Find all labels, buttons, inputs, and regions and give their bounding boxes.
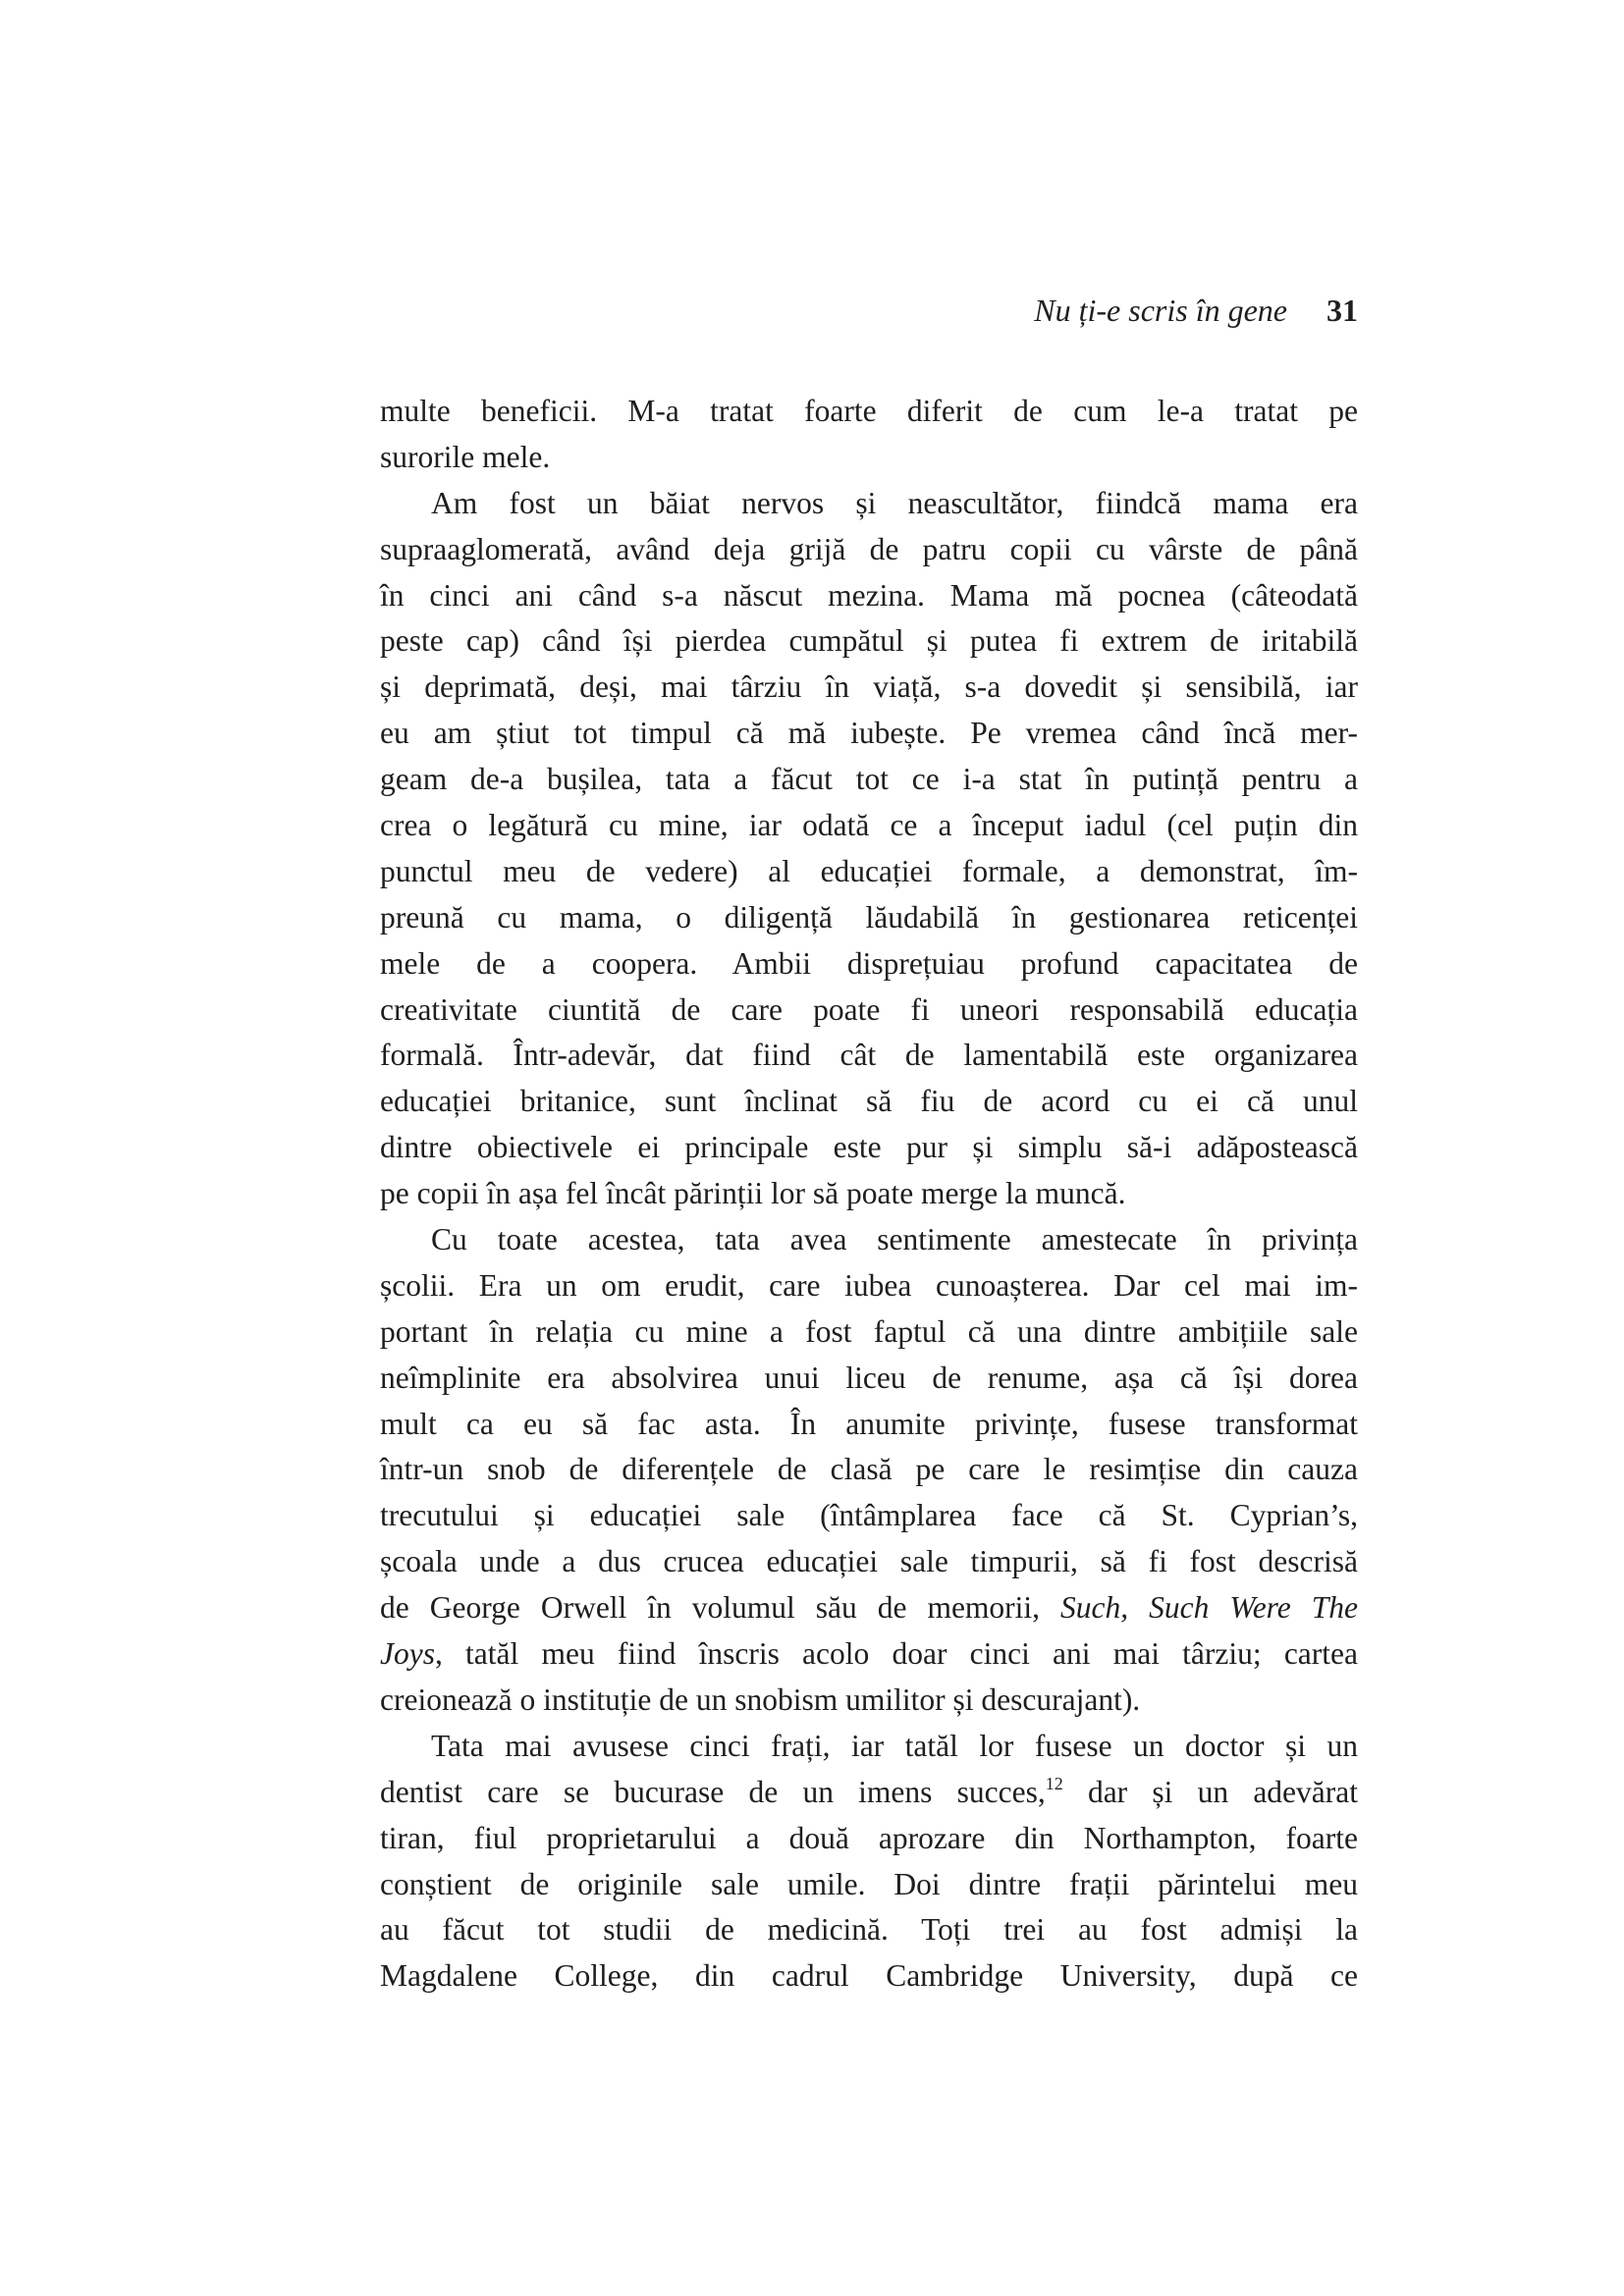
text-span: conștient de originile sale umile. Doi dintre frații părintelui meu (380, 1866, 1358, 1901)
book-title: Such, Such Were The (1060, 1590, 1358, 1626)
text-line (380, 573, 1358, 619)
text-line (380, 1862, 1358, 1908)
text-line (380, 1724, 1358, 1770)
text-span: au făcut tot studii de medicină. Toți trei au fost admiși la (380, 1912, 1358, 1948)
page-number: 31 (1326, 293, 1358, 328)
text-line (380, 1033, 1358, 1079)
text-span: tiran, fiul proprietarului a două aprozare din Northampton, foarte (380, 1820, 1358, 1855)
text-line (380, 618, 1358, 665)
text-span: Am fost un băiat nervos și neascultător, fiindcă mama era (431, 485, 1358, 520)
text-span: școala unde a dus crucea educației sale timpurii, să fi fost descrisă (380, 1544, 1358, 1579)
running-title: Nu ți-e scris în gene (1034, 293, 1287, 328)
text-line (380, 1678, 1358, 1724)
text-span: dintre obiectivele ei principale este pur și simplu să-i adăpostească (380, 1130, 1358, 1165)
text-line (380, 1079, 1358, 1125)
text-span: și deprimată, deși, mai târziu în viață, s-a dovedit și sensibilă, iar (380, 669, 1358, 705)
text-span: creativitate ciuntită de care poate fi uneori responsabilă educația (380, 991, 1358, 1027)
text-line (380, 527, 1358, 573)
text-line (380, 1217, 1358, 1263)
text-span: școlii. Era un om erudit, care iubea cunoașterea. Dar cel mai im- (380, 1267, 1358, 1303)
text-span: dar și un adevărat (1062, 1774, 1358, 1809)
text-line (380, 389, 1358, 435)
text-line (380, 1770, 1358, 1816)
text-line (380, 665, 1358, 711)
text-line (380, 481, 1358, 527)
text-line (380, 1402, 1358, 1448)
text-line (380, 1356, 1358, 1402)
text-line (380, 1493, 1358, 1539)
body-text (380, 389, 1358, 2000)
text-line (380, 1631, 1358, 1678)
running-header (1034, 293, 1358, 329)
text-span: trecutului și educației sale (întâmplarea face că St. Cyprian’s, (380, 1498, 1358, 1533)
text-span: Magdalene College, din cadrul Cambridge University, după ce (380, 1958, 1358, 1994)
text-span: multe beneficii. M-a tratat foarte diferit de cum le-a tratat pe (380, 394, 1358, 428)
text-span: mele de a coopera. Ambii disprețuiau profund capacitatea de (380, 945, 1358, 981)
text-line (380, 1309, 1358, 1356)
text-span: eu am știut tot timpul că mă iubește. Pe vremea când încă mer- (380, 716, 1358, 751)
book-title: Joys (380, 1636, 435, 1672)
text-span: creionează o instituție de un snobism umilitor și descurajant). (380, 1682, 1141, 1717)
text-line (380, 1447, 1358, 1493)
text-line (380, 988, 1358, 1034)
text-span: mult ca eu să fac asta. În anumite privințe, fusese transformat (380, 1406, 1358, 1441)
text-span: peste cap) când își pierdea cumpătul și putea fi extrem de iritabilă (380, 623, 1358, 659)
text-line (380, 1125, 1358, 1171)
text-span: Cu toate acestea, tata avea sentimente amestecate în privința (431, 1222, 1358, 1257)
text-span: dentist care se bucurase de un imens succes, (380, 1774, 1046, 1809)
text-span: preună cu mama, o diligență lăudabilă în gestionarea reticenței (380, 899, 1358, 934)
text-span: neîmplinite era absolvirea unui liceu de renume, așa că își dorea (380, 1360, 1358, 1395)
text-span: surorile mele. (380, 439, 551, 474)
text-line (380, 1585, 1358, 1631)
text-span: în cinci ani când s-a născut mezina. Mama mă pocnea (câteodată (380, 577, 1358, 613)
text-span: Tata mai avusese cinci frați, iar tatăl lor fusese un doctor și un (431, 1728, 1358, 1763)
text-line (380, 1907, 1358, 1953)
text-span: într-un snob de diferențele de clasă pe care le resimțise din cauza (380, 1452, 1358, 1487)
text-span: pe copii în așa fel încât părinții lor să poate merge la muncă. (380, 1176, 1126, 1211)
text-line (380, 803, 1358, 849)
text-span: portant în relația cu mine a fost faptul că una dintre ambițiile sale (380, 1313, 1358, 1349)
text-line (380, 435, 1358, 481)
text-line (380, 1263, 1358, 1309)
text-span: geam de-a bușilea, tata a făcut tot ce i-a stat în putință pentru a (380, 762, 1358, 797)
text-span: de George Orwell în volumul său de memorii, (380, 1590, 1061, 1626)
text-span: crea o legătură cu mine, iar odată ce a început iadul (cel puțin din (380, 808, 1358, 843)
text-line (380, 757, 1358, 803)
text-span: punctul meu de vedere) al educației formale, a demonstrat, îm- (380, 853, 1358, 888)
text-line (380, 1816, 1358, 1862)
text-line (380, 1539, 1358, 1585)
text-line (380, 1171, 1358, 1217)
footnote-reference: 12 (1045, 1773, 1063, 1793)
text-line (380, 941, 1358, 988)
text-line (380, 711, 1358, 757)
text-span: supraaglomerată, având deja grijă de patru copii cu vârste de până (380, 531, 1358, 566)
text-line (380, 849, 1358, 895)
text-span: educației britanice, sunt înclinat să fiu de acord cu ei că unul (380, 1084, 1358, 1119)
text-span: formală. Într-adevăr, dat fiind cât de lamentabilă este organizarea (380, 1038, 1358, 1073)
text-line (380, 1953, 1358, 2000)
text-line (380, 895, 1358, 941)
text-span: , tatăl meu fiind înscris acolo doar cinci ani mai târziu; cartea (434, 1636, 1358, 1672)
